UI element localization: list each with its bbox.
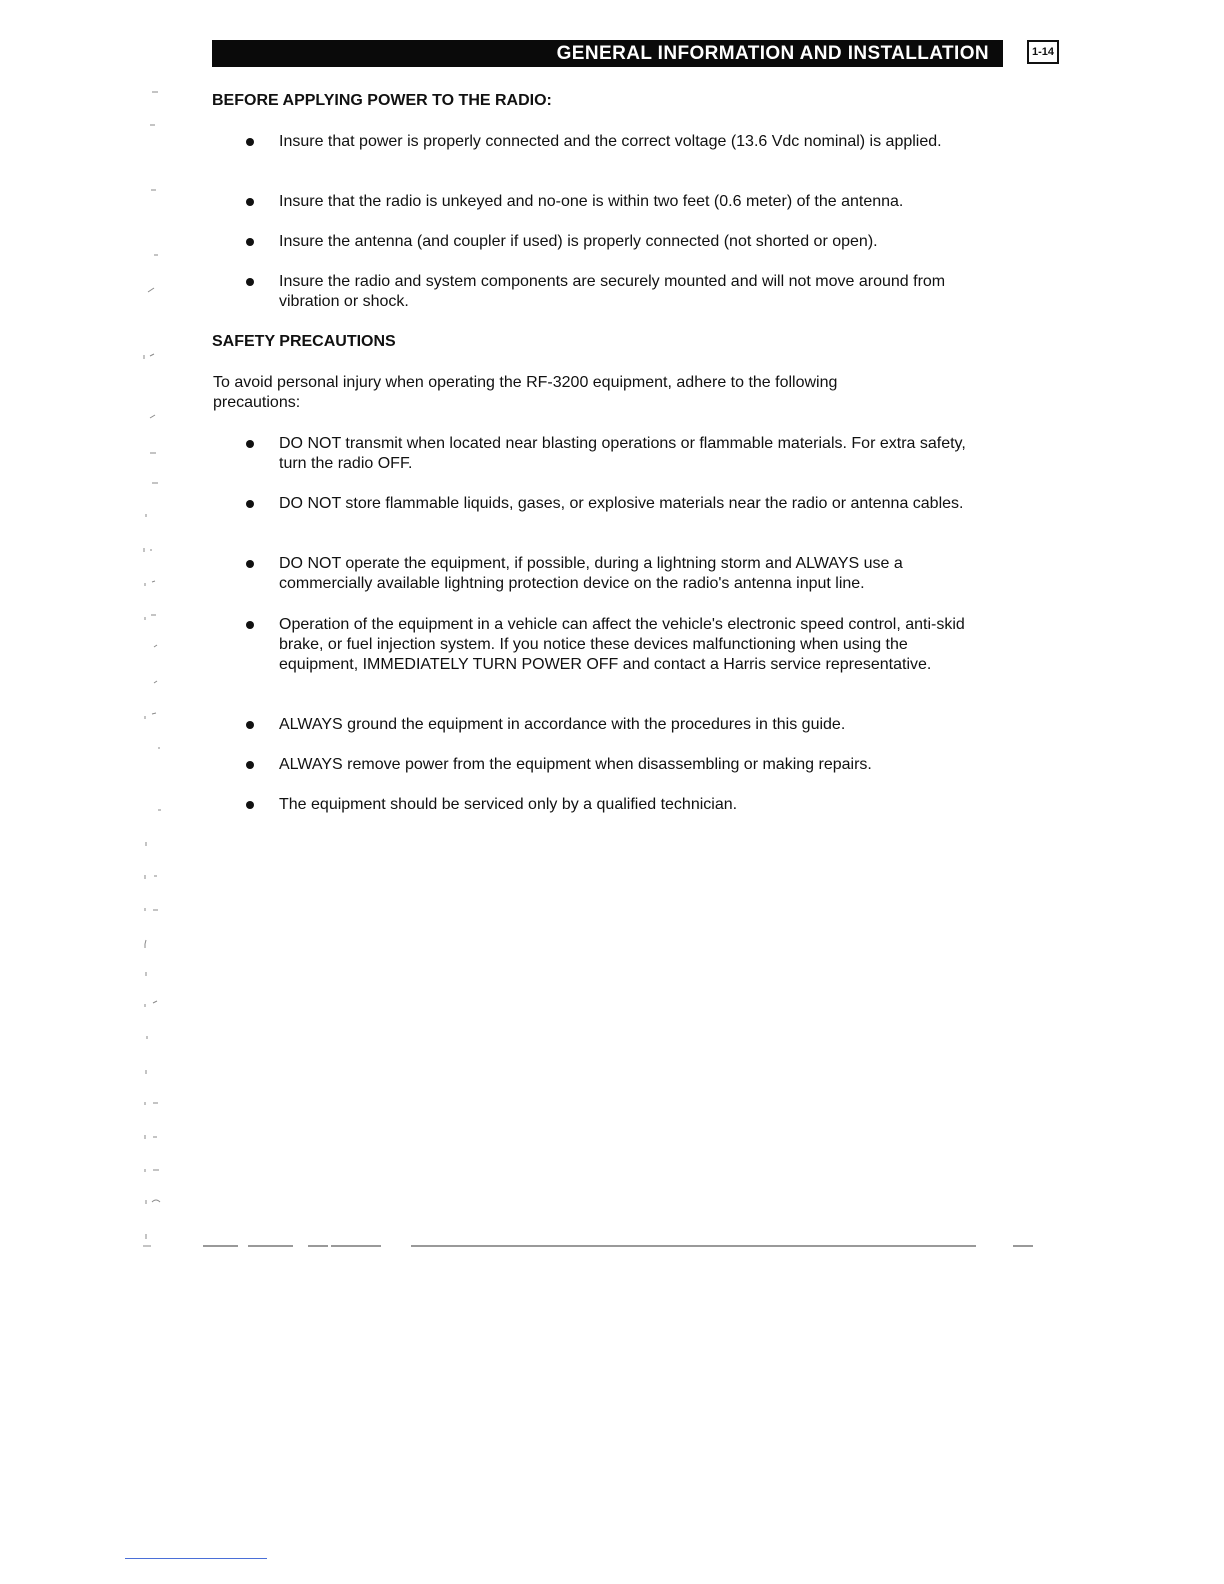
list-item-text: Operation of the equipment in a vehicle can affect the vehicle's electronic speed control, anti-skid brake, or fuel injection system. If you notice these devices malfunctioning when using the equipment, IMMEDIATELY TURN POWER OFF and contact a Harris service representative. <box>279 616 965 673</box>
bullet-icon <box>246 238 254 246</box>
list-item-text: Insure the antenna (and coupler if used) is properly connected (not shorted or open). <box>279 233 878 250</box>
page-number-box <box>1027 40 1059 64</box>
list-item-text: DO NOT store flammable liquids, gases, or explosive materials near the radio or antenna cables. <box>279 495 964 512</box>
bullet-icon <box>246 801 254 809</box>
list-item-text: Insure the radio and system components are securely mounted and will not move around from vibration or shock. <box>279 273 946 310</box>
list-item-text: DO NOT transmit when located near blasting operations or flammable materials. For extra safety, turn the radio OFF. <box>279 435 966 472</box>
list-item-text: The equipment should be serviced only by a qualified technician. <box>279 796 738 813</box>
section-header-bar <box>212 40 1003 67</box>
bullet-icon <box>246 621 254 629</box>
list-item-text: DO NOT operate the equipment, if possible, during a lightning storm and ALWAYS use a commercially available lightning protection device on the radio's antenna input line. <box>279 555 903 592</box>
safety-intro: To avoid personal injury when operating the RF-3200 equipment, adhere to the following precautions: <box>213 374 838 411</box>
bullet-icon <box>246 138 254 146</box>
list-item-text: Insure that the radio is unkeyed and no-one is within two feet (0.6 meter) of the antenna. <box>279 193 904 210</box>
bullet-icon <box>246 278 254 286</box>
bullet-icon <box>246 198 254 206</box>
scan-margin-marks <box>140 80 170 1260</box>
safety-heading: SAFETY PRECAUTIONS <box>212 333 396 350</box>
bullet-icon <box>246 761 254 769</box>
bullet-icon <box>246 560 254 568</box>
footer-rule <box>203 1244 1033 1248</box>
bullet-icon <box>246 721 254 729</box>
list-item-text: ALWAYS ground the equipment in accordance with the procedures in this guide. <box>279 716 846 733</box>
bottom-rule <box>125 1558 267 1559</box>
page-number: 1-14 <box>1031 46 1055 58</box>
list-item-text: Insure that power is properly connected and the correct voltage (13.6 Vdc nominal) is applied. <box>279 133 942 150</box>
list-item-text: ALWAYS remove power from the equipment when disassembling or making repairs. <box>279 756 872 773</box>
section-title: GENERAL INFORMATION AND INSTALLATION <box>556 42 989 64</box>
bullet-icon <box>246 500 254 508</box>
bullet-icon <box>246 440 254 448</box>
before-power-heading: BEFORE APPLYING POWER TO THE RADIO: <box>212 92 552 109</box>
